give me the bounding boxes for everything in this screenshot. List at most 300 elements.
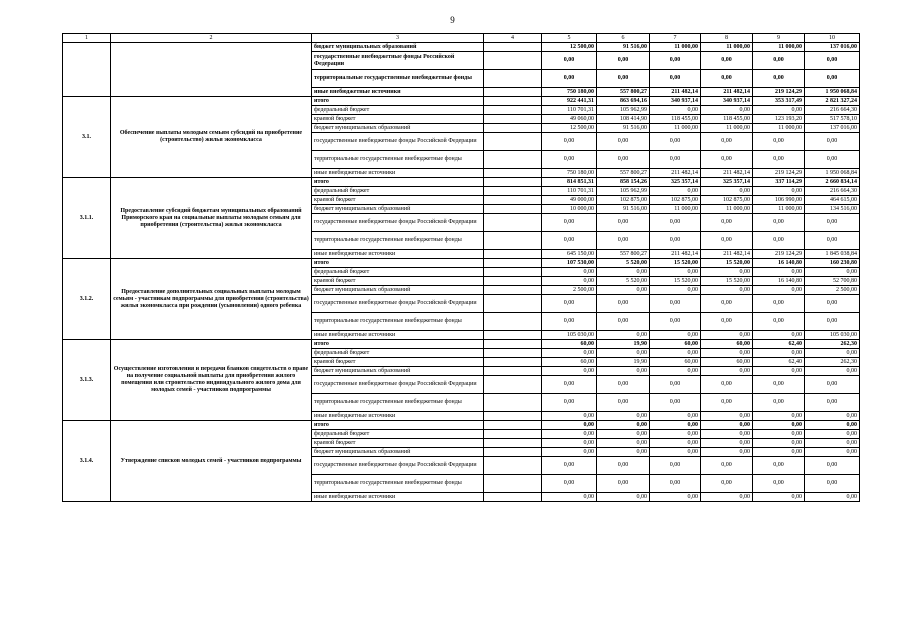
- amount-cell: 0,00: [753, 331, 805, 340]
- amount-cell: 0,00: [805, 214, 860, 232]
- funding-source: федеральный бюджет: [312, 187, 484, 196]
- amount-cell: 0,00: [753, 151, 805, 169]
- amount-cell: 0,00: [597, 457, 650, 475]
- amount-cell: 0,00: [805, 376, 860, 394]
- amount-cell: 557 800,27: [597, 169, 650, 178]
- amount-cell: 219 124,29: [753, 250, 805, 259]
- amount-cell: 0,00: [753, 349, 805, 358]
- amount-cell: 0,00: [650, 367, 701, 376]
- amount-cell: 1 950 068,84: [805, 88, 860, 97]
- amount-cell: 0,00: [753, 295, 805, 313]
- amount-cell: 0,00: [701, 187, 753, 196]
- column-4-cell: [484, 178, 542, 187]
- amount-cell: 0,00: [597, 133, 650, 151]
- column-4-cell: [484, 151, 542, 169]
- column-4-cell: [484, 448, 542, 457]
- funding-source: федеральный бюджет: [312, 268, 484, 277]
- amount-cell: 0,00: [542, 412, 597, 421]
- amount-cell: 0,00: [650, 70, 701, 88]
- section-title: [111, 43, 312, 97]
- amount-cell: 0,00: [701, 367, 753, 376]
- amount-cell: 60,00: [542, 358, 597, 367]
- section-title: Обеспечение выплаты молодым семьям субсидий на приобретение (строительство) жилья экономкласса: [111, 97, 312, 178]
- amount-cell: 0,00: [701, 151, 753, 169]
- funding-source: территориальные государственные внебюджетные фонды: [312, 232, 484, 250]
- amount-cell: 0,00: [805, 430, 860, 439]
- amount-cell: 0,00: [542, 376, 597, 394]
- amount-cell: 0,00: [597, 376, 650, 394]
- amount-cell: 91 516,00: [597, 124, 650, 133]
- amount-cell: 0,00: [753, 475, 805, 493]
- table-row: [63, 97, 860, 106]
- funding-source: территориальные государственные внебюджетные фонды: [312, 313, 484, 331]
- amount-cell: 0,00: [597, 439, 650, 448]
- amount-cell: 0,00: [805, 70, 860, 88]
- amount-cell: 0,00: [597, 421, 650, 430]
- amount-cell: 0,00: [701, 448, 753, 457]
- column-4-cell: [484, 187, 542, 196]
- column-4-cell: [484, 205, 542, 214]
- funding-source: иные внебюджетные источники: [312, 331, 484, 340]
- amount-cell: 52 700,80: [805, 277, 860, 286]
- column-4-cell: [484, 439, 542, 448]
- amount-cell: 0,00: [805, 457, 860, 475]
- amount-cell: 2 500,00: [805, 286, 860, 295]
- amount-cell: 0,00: [753, 106, 805, 115]
- amount-cell: 118 455,00: [650, 115, 701, 124]
- funding-source: иные внебюджетные источники: [312, 250, 484, 259]
- amount-cell: 557 800,27: [597, 88, 650, 97]
- amount-cell: 2 500,00: [542, 286, 597, 295]
- section-title: Осуществление изготовления и передачи бланков свидетельств о праве на получение социальной выплаты для приобретения жилого помещения или строительство индивидуального жилого дома для молодых семей - участников подпрограммы: [111, 340, 312, 421]
- amount-cell: 0,00: [542, 394, 597, 412]
- funding-source: иные внебюджетные источники: [312, 493, 484, 502]
- amount-cell: 211 482,14: [701, 169, 753, 178]
- amount-cell: 1 950 068,84: [805, 169, 860, 178]
- column-4-cell: [484, 295, 542, 313]
- column-4-cell: [484, 70, 542, 88]
- amount-cell: 62,40: [753, 340, 805, 349]
- amount-cell: 0,00: [542, 475, 597, 493]
- amount-cell: 0,00: [701, 286, 753, 295]
- amount-cell: 0,00: [753, 376, 805, 394]
- amount-cell: 0,00: [701, 412, 753, 421]
- amount-cell: 0,00: [597, 295, 650, 313]
- amount-cell: 11 000,00: [753, 205, 805, 214]
- amount-cell: 0,00: [805, 232, 860, 250]
- amount-cell: 137 016,00: [805, 43, 860, 52]
- amount-cell: 11 000,00: [753, 43, 805, 52]
- amount-cell: 91 516,00: [597, 205, 650, 214]
- funding-source: иные внебюджетные источники: [312, 169, 484, 178]
- amount-cell: 0,00: [597, 331, 650, 340]
- amount-cell: 0,00: [753, 232, 805, 250]
- amount-cell: 0,00: [542, 367, 597, 376]
- amount-cell: 102 875,00: [597, 196, 650, 205]
- amount-cell: 219 124,29: [753, 169, 805, 178]
- column-4-cell: [484, 124, 542, 133]
- amount-cell: 0,00: [753, 286, 805, 295]
- amount-cell: 353 317,49: [753, 97, 805, 106]
- amount-cell: 0,00: [650, 286, 701, 295]
- amount-cell: 645 150,00: [542, 250, 597, 259]
- amount-cell: 105 030,00: [805, 331, 860, 340]
- amount-cell: 15 520,00: [650, 277, 701, 286]
- amount-cell: 0,00: [805, 439, 860, 448]
- column-4-cell: [484, 43, 542, 52]
- amount-cell: 863 694,16: [597, 97, 650, 106]
- amount-cell: 0,00: [650, 331, 701, 340]
- amount-cell: 62,40: [753, 358, 805, 367]
- amount-cell: 0,00: [597, 367, 650, 376]
- amount-cell: 11 000,00: [701, 124, 753, 133]
- amount-cell: 0,00: [597, 394, 650, 412]
- table-row: [63, 43, 860, 52]
- amount-cell: 2 821 327,24: [805, 97, 860, 106]
- amount-cell: 11 000,00: [650, 124, 701, 133]
- amount-cell: 325 357,14: [701, 178, 753, 187]
- amount-cell: 0,00: [753, 214, 805, 232]
- funding-source: федеральный бюджет: [312, 106, 484, 115]
- amount-cell: 15 520,00: [650, 259, 701, 268]
- amount-cell: 0,00: [753, 187, 805, 196]
- column-number: 8: [701, 34, 753, 43]
- amount-cell: 0,00: [542, 349, 597, 358]
- column-4-cell: [484, 421, 542, 430]
- amount-cell: 0,00: [650, 106, 701, 115]
- section-code: 3.1.3.: [63, 340, 111, 421]
- amount-cell: 0,00: [650, 439, 701, 448]
- amount-cell: 102 875,00: [650, 196, 701, 205]
- column-4-cell: [484, 232, 542, 250]
- amount-cell: 0,00: [805, 412, 860, 421]
- amount-cell: 105 962,99: [597, 106, 650, 115]
- amount-cell: 0,00: [597, 70, 650, 88]
- amount-cell: 49 060,00: [542, 115, 597, 124]
- amount-cell: 0,00: [805, 349, 860, 358]
- amount-cell: 10 000,00: [542, 205, 597, 214]
- column-4-cell: [484, 367, 542, 376]
- funding-source: государственные внебюджетные фонды Российской Федерации: [312, 52, 484, 70]
- amount-cell: 0,00: [701, 133, 753, 151]
- amount-cell: 340 937,14: [650, 97, 701, 106]
- column-4-cell: [484, 133, 542, 151]
- amount-cell: 0,00: [597, 349, 650, 358]
- column-4-cell: [484, 331, 542, 340]
- funding-source: бюджет муниципальных образований: [312, 448, 484, 457]
- amount-cell: 0,00: [597, 232, 650, 250]
- section-title: Предоставление субсидий бюджетам муниципальных образований Приморского края на социальные выплаты молодым семьям для приобретения (строительства) жилья экономкласса: [111, 178, 312, 259]
- amount-cell: 0,00: [650, 187, 701, 196]
- amount-cell: 0,00: [753, 367, 805, 376]
- amount-cell: 16 140,80: [753, 277, 805, 286]
- amount-cell: 0,00: [701, 439, 753, 448]
- funding-source: итого: [312, 97, 484, 106]
- column-number: 1: [63, 34, 111, 43]
- amount-cell: 160 230,80: [805, 259, 860, 268]
- column-4-cell: [484, 358, 542, 367]
- column-number: 3: [312, 34, 484, 43]
- amount-cell: 91 516,00: [597, 43, 650, 52]
- amount-cell: 0,00: [650, 421, 701, 430]
- amount-cell: 0,00: [542, 313, 597, 331]
- column-number: 7: [650, 34, 701, 43]
- column-4-cell: [484, 106, 542, 115]
- column-4-cell: [484, 196, 542, 205]
- funding-source: бюджет муниципальных образований: [312, 205, 484, 214]
- amount-cell: 219 124,29: [753, 88, 805, 97]
- section-code: 3.1.1.: [63, 178, 111, 259]
- amount-cell: 5 520,00: [597, 259, 650, 268]
- amount-cell: 0,00: [597, 52, 650, 70]
- funding-source: краевой бюджет: [312, 439, 484, 448]
- amount-cell: 211 482,14: [650, 250, 701, 259]
- amount-cell: 0,00: [542, 439, 597, 448]
- amount-cell: 0,00: [701, 52, 753, 70]
- amount-cell: 340 937,14: [701, 97, 753, 106]
- amount-cell: 0,00: [542, 295, 597, 313]
- amount-cell: 0,00: [650, 394, 701, 412]
- funding-source: иные внебюджетные источники: [312, 412, 484, 421]
- amount-cell: 0,00: [753, 70, 805, 88]
- amount-cell: 0,00: [701, 376, 753, 394]
- amount-cell: 0,00: [701, 232, 753, 250]
- column-number: 10: [805, 34, 860, 43]
- amount-cell: 49 000,00: [542, 196, 597, 205]
- amount-cell: 0,00: [597, 214, 650, 232]
- amount-cell: 0,00: [805, 475, 860, 493]
- funding-source: итого: [312, 178, 484, 187]
- amount-cell: 0,00: [805, 295, 860, 313]
- column-4-cell: [484, 277, 542, 286]
- amount-cell: 11 000,00: [753, 124, 805, 133]
- amount-cell: 12 500,00: [542, 43, 597, 52]
- amount-cell: 0,00: [805, 52, 860, 70]
- amount-cell: 0,00: [650, 475, 701, 493]
- section-code: [63, 43, 111, 97]
- funding-source: бюджет муниципальных образований: [312, 367, 484, 376]
- amount-cell: 11 000,00: [650, 205, 701, 214]
- amount-cell: 0,00: [753, 268, 805, 277]
- amount-cell: 107 530,00: [542, 259, 597, 268]
- amount-cell: 1 845 038,84: [805, 250, 860, 259]
- amount-cell: 108 414,90: [597, 115, 650, 124]
- amount-cell: 0,00: [597, 475, 650, 493]
- column-4-cell: [484, 457, 542, 475]
- amount-cell: 0,00: [753, 439, 805, 448]
- amount-cell: 0,00: [701, 331, 753, 340]
- amount-cell: 922 441,31: [542, 97, 597, 106]
- column-number: 5: [542, 34, 597, 43]
- column-4-cell: [484, 394, 542, 412]
- table-row: [63, 421, 860, 430]
- funding-source: государственные внебюджетные фонды Российской Федерации: [312, 376, 484, 394]
- amount-cell: 60,00: [701, 358, 753, 367]
- amount-cell: 517 578,10: [805, 115, 860, 124]
- amount-cell: 0,00: [701, 430, 753, 439]
- funding-source: итого: [312, 340, 484, 349]
- column-4-cell: [484, 493, 542, 502]
- column-4-cell: [484, 214, 542, 232]
- funding-source: территориальные государственные внебюджетные фонды: [312, 151, 484, 169]
- amount-cell: 15 520,00: [701, 277, 753, 286]
- amount-cell: 60,00: [650, 340, 701, 349]
- amount-cell: 0,00: [753, 421, 805, 430]
- amount-cell: 0,00: [701, 349, 753, 358]
- amount-cell: 0,00: [701, 70, 753, 88]
- amount-cell: 750 180,00: [542, 169, 597, 178]
- amount-cell: 0,00: [753, 133, 805, 151]
- column-4-cell: [484, 88, 542, 97]
- amount-cell: 134 516,00: [805, 205, 860, 214]
- amount-cell: 105 030,00: [542, 331, 597, 340]
- amount-cell: 0,00: [805, 448, 860, 457]
- funding-source: краевой бюджет: [312, 115, 484, 124]
- amount-cell: 60,00: [542, 340, 597, 349]
- amount-cell: 0,00: [650, 295, 701, 313]
- funding-source: государственные внебюджетные фонды Российской Федерации: [312, 133, 484, 151]
- amount-cell: 0,00: [597, 151, 650, 169]
- amount-cell: 0,00: [542, 52, 597, 70]
- amount-cell: 211 482,14: [650, 169, 701, 178]
- funding-source: бюджет муниципальных образований: [312, 286, 484, 295]
- amount-cell: 858 154,26: [597, 178, 650, 187]
- amount-cell: 0,00: [805, 313, 860, 331]
- amount-cell: 0,00: [650, 493, 701, 502]
- funding-source: федеральный бюджет: [312, 349, 484, 358]
- amount-cell: 0,00: [597, 286, 650, 295]
- funding-source: краевой бюджет: [312, 277, 484, 286]
- amount-cell: 262,30: [805, 340, 860, 349]
- funding-source: краевой бюджет: [312, 196, 484, 205]
- column-4-cell: [484, 115, 542, 124]
- funding-source: иные внебюджетные источники: [312, 88, 484, 97]
- amount-cell: 0,00: [805, 268, 860, 277]
- section-code: 3.1.2.: [63, 259, 111, 340]
- amount-cell: 216 664,30: [805, 106, 860, 115]
- column-4-cell: [484, 286, 542, 295]
- amount-cell: 211 482,14: [650, 88, 701, 97]
- amount-cell: 2 660 834,14: [805, 178, 860, 187]
- funding-source: государственные внебюджетные фонды Российской Федерации: [312, 295, 484, 313]
- amount-cell: 0,00: [701, 268, 753, 277]
- amount-cell: 0,00: [542, 232, 597, 250]
- amount-cell: 0,00: [701, 295, 753, 313]
- section-code: 3.1.4.: [63, 421, 111, 502]
- amount-cell: 102 875,00: [701, 196, 753, 205]
- amount-cell: 0,00: [701, 421, 753, 430]
- amount-cell: 0,00: [805, 493, 860, 502]
- amount-cell: 0,00: [542, 277, 597, 286]
- amount-cell: 15 520,00: [701, 259, 753, 268]
- amount-cell: 0,00: [542, 133, 597, 151]
- amount-cell: 106 990,00: [753, 196, 805, 205]
- column-number-row: [63, 34, 860, 43]
- table-row: [63, 259, 860, 268]
- page-number: 9: [450, 15, 455, 25]
- budget-table: [62, 33, 860, 502]
- amount-cell: 0,00: [597, 448, 650, 457]
- amount-cell: 0,00: [650, 151, 701, 169]
- funding-source: итого: [312, 421, 484, 430]
- amount-cell: 0,00: [650, 214, 701, 232]
- amount-cell: 557 800,27: [597, 250, 650, 259]
- amount-cell: 0,00: [753, 394, 805, 412]
- amount-cell: 211 482,14: [701, 88, 753, 97]
- amount-cell: 12 500,00: [542, 124, 597, 133]
- column-4-cell: [484, 340, 542, 349]
- amount-cell: 0,00: [542, 214, 597, 232]
- amount-cell: 750 180,00: [542, 88, 597, 97]
- amount-cell: 0,00: [650, 313, 701, 331]
- amount-cell: 0,00: [542, 268, 597, 277]
- column-4-cell: [484, 52, 542, 70]
- funding-source: краевой бюджет: [312, 358, 484, 367]
- amount-cell: 0,00: [805, 133, 860, 151]
- amount-cell: 0,00: [650, 430, 701, 439]
- amount-cell: 5 520,00: [597, 277, 650, 286]
- amount-cell: 0,00: [805, 421, 860, 430]
- amount-cell: 0,00: [701, 475, 753, 493]
- amount-cell: 137 016,00: [805, 124, 860, 133]
- amount-cell: 0,00: [701, 394, 753, 412]
- amount-cell: 464 615,00: [805, 196, 860, 205]
- amount-cell: 0,00: [805, 367, 860, 376]
- amount-cell: 0,00: [542, 457, 597, 475]
- amount-cell: 0,00: [650, 349, 701, 358]
- amount-cell: 0,00: [805, 394, 860, 412]
- funding-source: государственные внебюджетные фонды Российской Федерации: [312, 214, 484, 232]
- amount-cell: 110 701,31: [542, 106, 597, 115]
- amount-cell: 325 357,14: [650, 178, 701, 187]
- amount-cell: 19,90: [597, 340, 650, 349]
- amount-cell: 0,00: [753, 412, 805, 421]
- amount-cell: 0,00: [650, 448, 701, 457]
- amount-cell: 0,00: [650, 52, 701, 70]
- column-4-cell: [484, 412, 542, 421]
- amount-cell: 0,00: [753, 430, 805, 439]
- amount-cell: 110 701,31: [542, 187, 597, 196]
- table-row: [63, 340, 860, 349]
- amount-cell: 0,00: [542, 430, 597, 439]
- table-row: [63, 178, 860, 187]
- funding-source: бюджет муниципальных образований: [312, 43, 484, 52]
- amount-cell: 0,00: [701, 493, 753, 502]
- column-4-cell: [484, 430, 542, 439]
- column-4-cell: [484, 250, 542, 259]
- column-number: 2: [111, 34, 312, 43]
- amount-cell: 0,00: [597, 430, 650, 439]
- column-number: 9: [753, 34, 805, 43]
- amount-cell: 0,00: [597, 268, 650, 277]
- section-title: Утверждение списков молодых семей - участников подпрограммы: [111, 421, 312, 502]
- amount-cell: 0,00: [701, 457, 753, 475]
- amount-cell: 0,00: [650, 457, 701, 475]
- amount-cell: 11 000,00: [701, 43, 753, 52]
- amount-cell: 0,00: [542, 70, 597, 88]
- amount-cell: 0,00: [597, 313, 650, 331]
- column-4-cell: [484, 268, 542, 277]
- amount-cell: 105 962,99: [597, 187, 650, 196]
- amount-cell: 0,00: [701, 313, 753, 331]
- funding-source: территориальные государственные внебюджетные фонды: [312, 70, 484, 88]
- amount-cell: 0,00: [542, 421, 597, 430]
- amount-cell: 0,00: [701, 106, 753, 115]
- amount-cell: 0,00: [597, 493, 650, 502]
- column-4-cell: [484, 475, 542, 493]
- funding-source: итого: [312, 259, 484, 268]
- amount-cell: 0,00: [753, 52, 805, 70]
